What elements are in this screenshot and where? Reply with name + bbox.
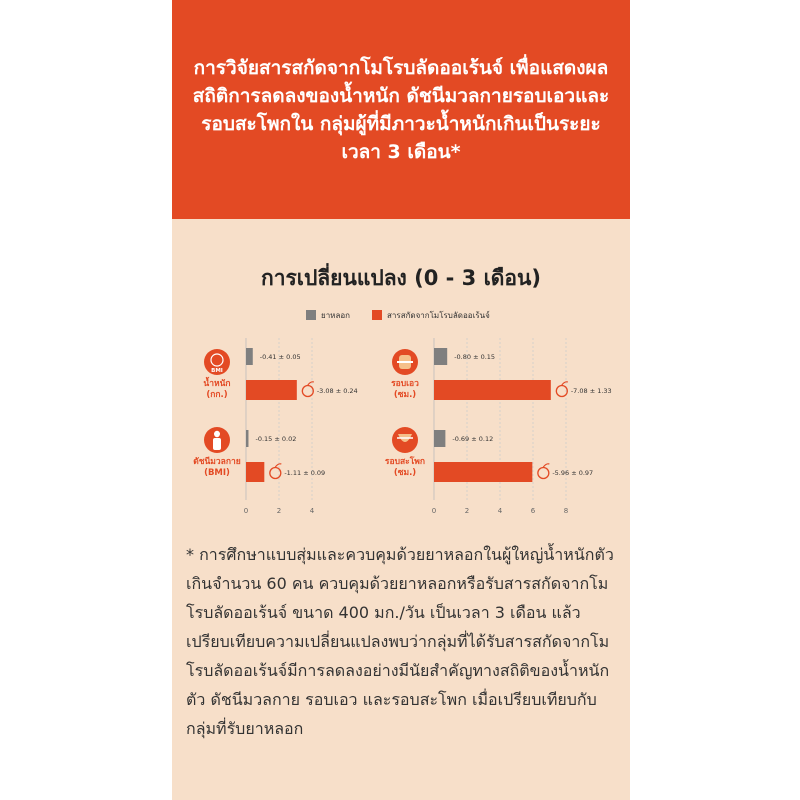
bar-extract-bmi [246,462,264,482]
legend-label-placebo: ยาหลอก [321,310,351,320]
value-label-extract-weight: -3.08 ± 0.24 [316,387,358,395]
tick-label-col1-3: 6 [530,507,536,515]
legend-item-placebo [306,309,350,322]
bar-placebo-bmi [246,430,248,447]
tick-label-col0-0: 0 [243,507,249,515]
value-label-extract-waist: -7.08 ± 1.33 [570,387,612,395]
metric-label-waist-1: (ซม.) [393,390,417,400]
legend-swatch-placebo [306,310,316,320]
metric-label-hip-0: รอบสะโพก [384,457,426,467]
value-label-extract-bmi: -1.11 ± 0.09 [284,469,326,477]
tick-label-col1-4: 8 [563,507,569,515]
chart-title: การเปลี่ยนแปลง (0 - 3 เดือน) [261,266,541,290]
orange-fruit-icon-bmi [270,468,281,479]
legend-item-extract [372,309,490,322]
header-banner [172,0,630,219]
tick-label-col1-0: 0 [431,507,437,515]
bar-extract-hip [434,462,532,482]
bar-extract-weight [246,380,297,400]
bar-placebo-weight [246,348,253,365]
body-head-icon [214,431,220,437]
tick-label-col0-2: 4 [309,507,315,515]
footnote-text: * การศึกษาแบบสุ่มและควบคุมด้วยยาหลอกในผู้ใหญ่น้ำหนักตัวเกินจำนวน 60 คน ควบคุมด้วยยาหลอกหรือรับสารสกัดจากโมโรบลัดออเร้นจ์ ขนาด 400 มก./วัน เป็นเวลา 3 เดือน แล้วเปรียบเทียบความเปลี่ยนแปลงพบว่ากลุ่มที่ได้รับสารสกัดจากโมโรบลัดออเร้นจ์มีการลดลงอย่างมีนัยสำคัญทางสถิติของน้ำหนักตัว ดัชนีมวลกาย รอบเอว และรอบสะโพก เมื่อเปรียบเทียบกับกลุ่มที่รับยาหลอก [186,545,614,738]
orange-leaf-icon-waist [562,382,568,385]
metric-label-hip-1: (ซม.) [393,468,417,478]
value-label-placebo-hip: -0.69 ± 0.12 [452,435,494,443]
tick-label-col1-1: 2 [464,507,470,515]
bmi-icon-text: BMI [211,368,223,374]
legend-swatch-extract [372,310,382,320]
metric-label-weight-1: (กก.) [206,390,228,400]
metric-label-weight-0: น้ำหนัก [203,379,231,389]
bar-extract-waist [434,380,551,400]
value-label-extract-hip: -5.96 ± 0.97 [552,469,594,477]
tick-label-col1-2: 4 [497,507,503,515]
metric-label-bmi-0: ดัชนีมวลกาย [193,457,241,467]
orange-leaf-icon-bmi [275,464,281,467]
bar-placebo-waist [434,348,447,365]
value-label-placebo-waist: -0.80 ± 0.15 [454,353,496,361]
header-title: การวิจัยสารสกัดจากโมโรบลัดออเร้นจ์ เพื่อแสดงผลสถิติการลดลงของน้ำหนัก ดัชนีมวลกายรอบเอวและรอบสะโพกใน กลุ่มผู้ที่มีภาวะน้ำหนักเกินเป็นระยะเวลา 3 เดือน* [192,56,610,163]
infographic-card [172,0,630,800]
orange-leaf-icon-weight [308,382,314,385]
chart-legend [306,308,512,322]
orange-fruit-icon-hip [538,468,549,479]
value-label-placebo-weight: -0.41 ± 0.05 [259,353,301,361]
bar-placebo-hip [434,430,445,447]
metric-label-waist-0: รอบเอว [391,379,419,389]
body-torso-icon [213,438,221,450]
metric-label-bmi-1: (BMI) [204,468,230,478]
legend-label-extract: สารสกัดจากโมโรบลัดออเร้นจ์ [387,310,490,320]
orange-leaf-icon-hip [543,464,549,467]
chart-plot [172,330,630,525]
value-label-placebo-bmi: -0.15 ± 0.02 [255,435,297,443]
tick-label-col0-1: 2 [276,507,282,515]
